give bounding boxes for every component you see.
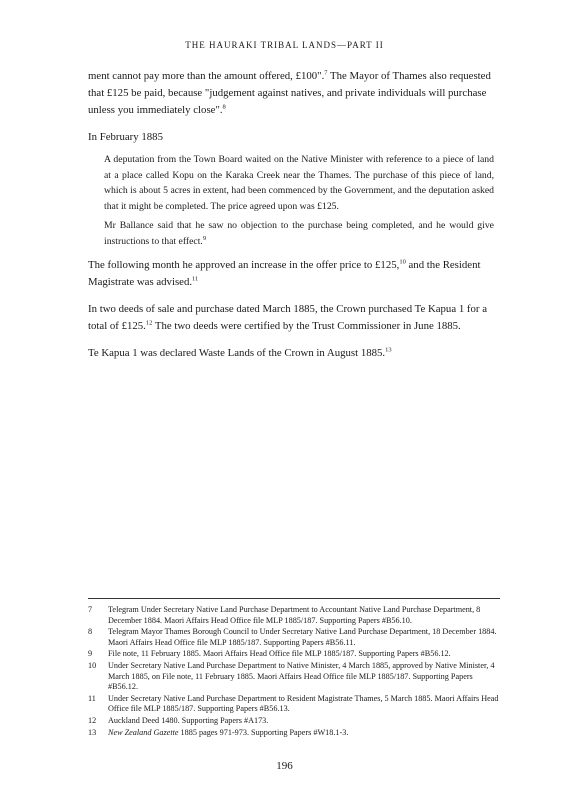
footnote-9: 9 File note, 11 February 1885. Maori Affairs Head Office file MLP 1885/187. Supporting Papers #B56.12. [88, 649, 451, 659]
quote-paragraph-1: A deputation from the Town Board waited on the Native Minister with reference to a piece of land at a place called Kopu on the Karaka Creek near the Thames. The purchase of this piece of land, which is about 5 acres in extent, had been commenced by the Government, and the deputation asked that it might be completed. The price agreed upon was £125. [104, 154, 494, 212]
footnote-ref-11[interactable]: 11 [192, 275, 199, 283]
running-header: THE HAURAKI TRIBAL LANDS—PART II [185, 40, 384, 50]
quote-paragraph-2: Mr Ballance said that he saw no objection to the purchase being completed, and he would give instructions to that effect.$^9$ [104, 220, 494, 247]
footnote-ref-9[interactable]: 9 [202, 234, 207, 242]
footnote-13: 13 New Zealand Gazette 1885 pages 971-973. Supporting Papers #W18.1-3. [88, 727, 349, 737]
paragraph-4: In two deeds of sale and purchase dated March 1885, the Crown purchased Te Kapua 1 for a total of £125.12 The two deeds were certified by the Trust Commissioner in June 1885. [88, 303, 487, 332]
footnote-ref-13[interactable]: 13 [385, 346, 392, 354]
gazette-title: New Zealand Gazette [108, 727, 179, 737]
footnote-12: 12 Auckland Deed 1480. Supporting Papers #A173. [88, 715, 269, 725]
footnotes-section [88, 598, 500, 739]
footnote-ref-7[interactable]: 7 [324, 69, 328, 77]
paragraph-2: In February 1885 [88, 131, 163, 143]
footnote-7: 7 Telegram Under Secretary Native Land Purchase Department to Accountant Native Land Purchase Department, 8 December 1884. Maori Affairs Head Office file MLP 1885/187. Supporting Papers #B56.10. [88, 605, 481, 625]
page-number: 196 [276, 760, 293, 772]
footnote-ref-12[interactable]: 12 [145, 319, 153, 327]
footnote-10: 10 Under Secretary Native Land Purchase Department to Native Minister, 4 March 1885, approved by Native Minister, 4 March 1885, on File note, 11 February 1885. Maori Affairs Head Office file MLP 1885/187. Supporting Papers #B56.12. [88, 660, 495, 692]
block-quote [104, 152, 494, 249]
footnote-8: 8 Telegram Mayor Thames Borough Council to Under Secretary Native Land Purchase Department, 18 December 1884. Maori Affairs Head Office file MLP 1885/187. Supporting Papers #B56.11. [88, 627, 497, 647]
paragraph-3: The following month he approved an increase in the offer price to £125,10 and the Resident Magistrate was advised.$^{11}$ [88, 258, 481, 288]
footnote-ref-10[interactable]: 10 [399, 258, 406, 266]
footnote-11: 11 Under Secretary Native Land Purchase Department to Resident Magistrate Thames, 5 March 1885. Maori Affairs Head Office file MLP 1885/187. Supporting Papers #B56.13. [88, 693, 499, 714]
paragraph-1: ment cannot pay more than the amount offered, £100".$^7$ The Mayor of Thames also requested that £125 be paid, because "judgement against natives, and private individuals will purchase unless you immediately close".$^8$ [88, 69, 491, 116]
footnote-ref-8[interactable]: 8 [222, 103, 226, 111]
body-text [88, 68, 496, 372]
paragraph-5: Te Kapua 1 was declared Waste Lands of the Crown in August 1885.13 [88, 346, 392, 359]
